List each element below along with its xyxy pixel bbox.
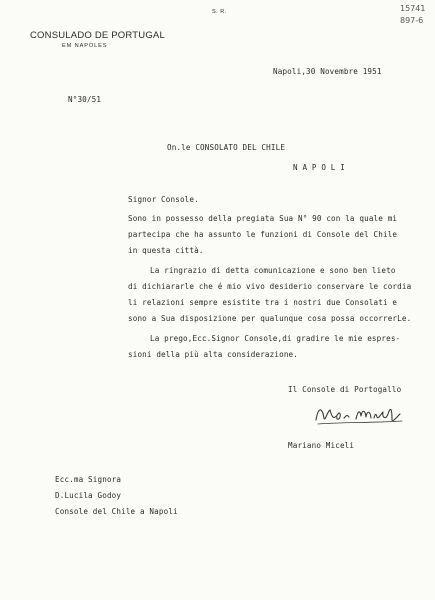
signature-stroke: [356, 411, 371, 419]
body-line: Sono in possesso della pregiata Sua N° 90 con la quale mi: [128, 214, 398, 223]
header-mark: S. R.: [212, 9, 227, 15]
body-line: La ringrazio di detta comunicazione e sono ben lieto: [150, 266, 396, 275]
signature-stroke: [344, 415, 349, 418]
addressee-line-1: Ecc.ma Signora: [55, 475, 122, 484]
body-line: La prego,Ecc.Signor Console,di gradire le mie espres-: [150, 334, 401, 343]
recipient-line-2: N A P O L I: [293, 163, 345, 172]
body-line: sioni della più alta considerazione.: [128, 350, 298, 359]
consulate-name: CONSULADO DE PORTUGAL: [30, 30, 165, 41]
closing-title: Il Console di Portogallo: [288, 385, 402, 394]
body-line: di dichiararle che é mio vivo desiderio conservare le cordia: [128, 282, 412, 291]
addressee-line-2: D.Lucila Godoy: [55, 491, 122, 500]
signature-stroke: [318, 421, 402, 424]
body-line: li relazioni sempre esistite tra i nostri due Consolati e: [128, 298, 398, 307]
date-line: Napoli,30 Novembre 1951: [273, 67, 382, 76]
corner-note-1: 15741: [400, 4, 426, 13]
consulate-city: EM NAPOLES: [62, 43, 108, 49]
corner-note-2: 897-6: [400, 16, 424, 25]
salutation: Signor Console.: [128, 195, 199, 204]
body-line: partecipa che ha assunto le funzioni di Console del Chile: [128, 230, 398, 239]
reference-number: N°30/51: [68, 95, 102, 104]
handwritten-signature: [312, 400, 408, 428]
signature-stroke: [374, 409, 400, 420]
recipient-line-1: On.le CONSOLATO DEL CHILE: [167, 143, 286, 152]
addressee-line-3: Console del Chile a Napoli: [55, 507, 178, 516]
signature-stroke: [316, 410, 330, 420]
body-line: sono a Sua disposizione per qualunque cosa possa occorrerLe.: [128, 314, 412, 323]
signature-stroke: [330, 410, 340, 419]
closing-name: Mariano Miceli: [288, 441, 355, 450]
body-line: in questa città.: [128, 246, 204, 255]
